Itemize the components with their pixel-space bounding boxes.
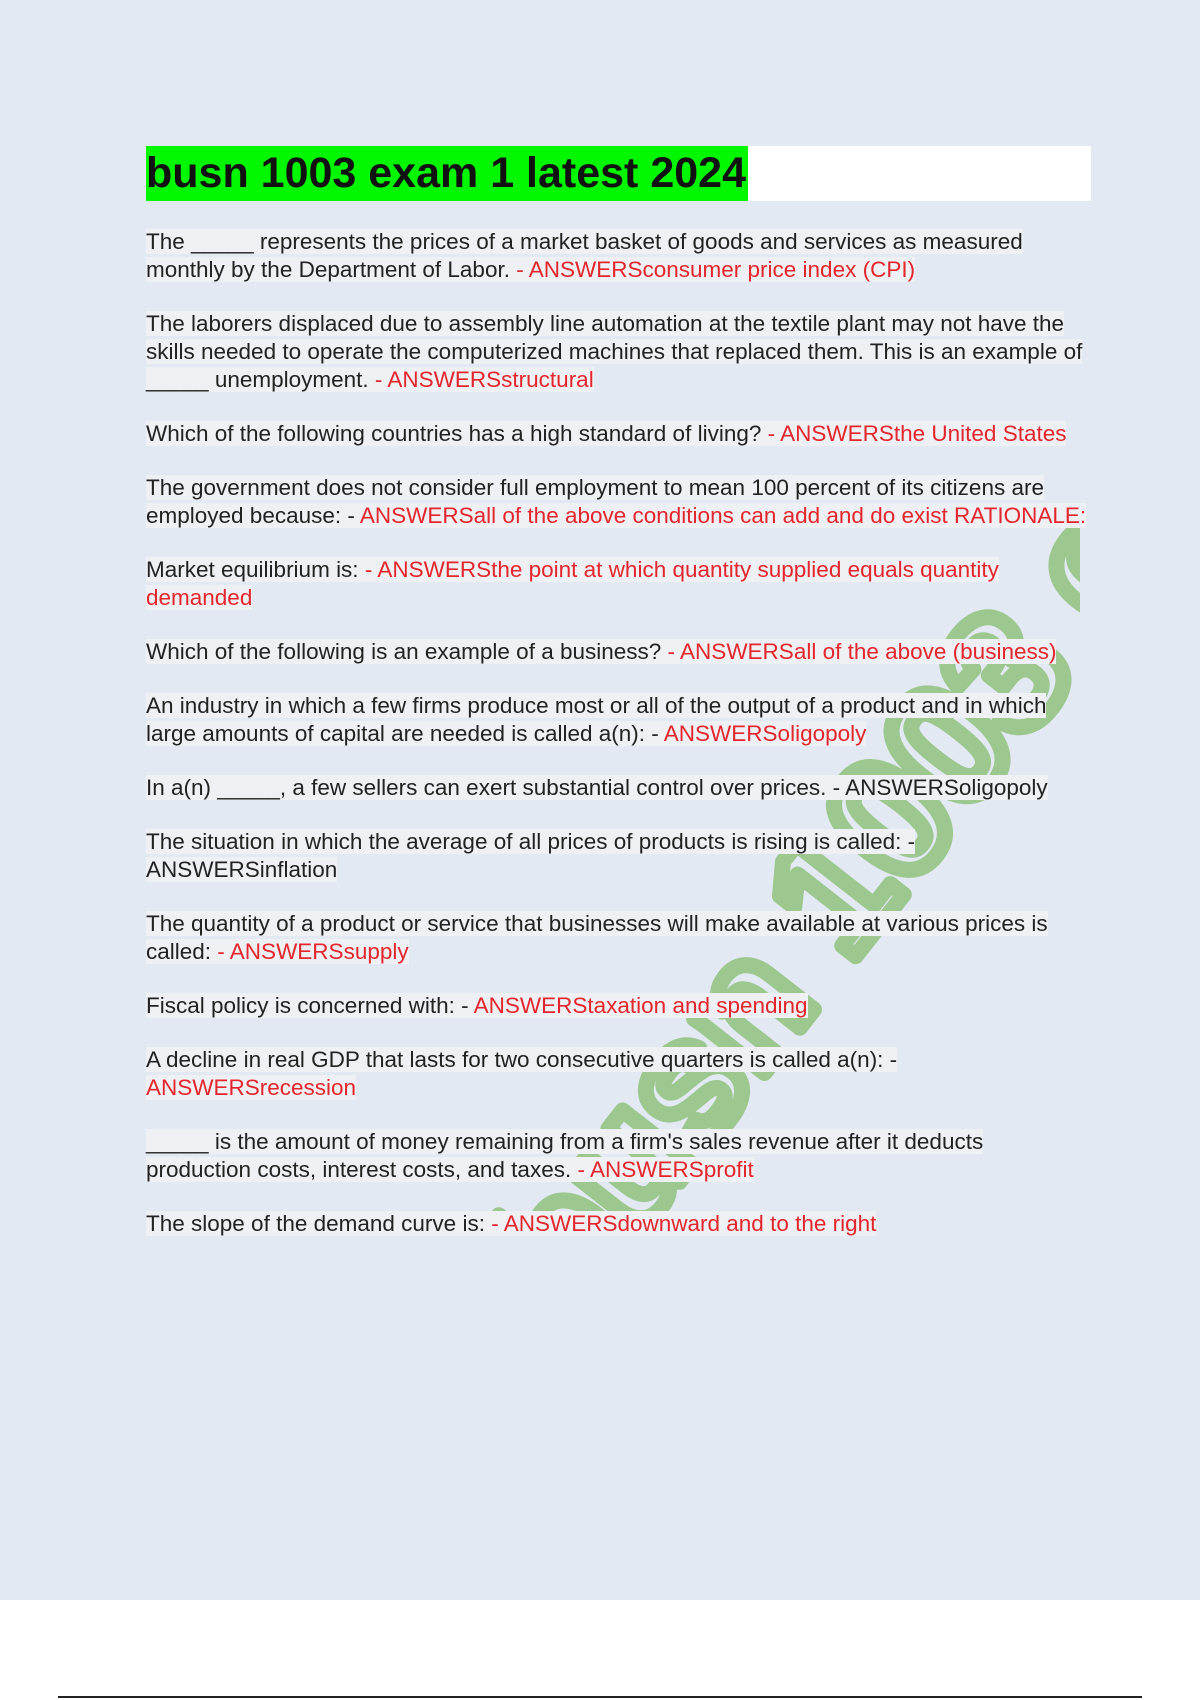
list-item <box>146 228 1091 284</box>
question-text: The quantity of a product or service that businesses will make available at various prices is called: <box>146 911 1048 964</box>
watermark-text: busn <box>453 907 849 1230</box>
question-text: The _____ represents the prices of a market basket of goods and services as measured monthly by the Department of Labor. <box>146 229 1023 282</box>
question-text: Market equilibrium is: <box>146 557 365 582</box>
answer-text: - ANSWERSprofit <box>577 1157 754 1182</box>
answer-text: - ANSWERSsupply <box>217 939 409 964</box>
question-text: The government does not consider full employment to mean 100 percent of its citizens are employed because: - <box>146 475 1044 528</box>
list-item <box>146 1128 1091 1184</box>
question-text: Fiscal policy is concerned with: - <box>146 993 474 1018</box>
list-item <box>146 1210 1091 1238</box>
answer-text: ANSWERStaxation and spending <box>473 993 808 1018</box>
question-text: Which of the following is an example of a business? <box>146 639 668 664</box>
list-item <box>146 638 1091 666</box>
answer-text: ANSWERSrecession <box>146 1075 357 1100</box>
footer-divider <box>58 1696 1142 1698</box>
answer-text: - ANSWERSthe United States <box>767 421 1067 446</box>
list-item <box>146 556 1091 612</box>
document-title: busn 1003 exam 1 latest 2024 <box>146 146 748 201</box>
answer-text: - ANSWERSstructural <box>374 367 594 392</box>
answer-text: - ANSWERSthe point at which quantity supplied equals quantity demanded <box>146 557 999 610</box>
list-item <box>146 692 1091 748</box>
list-item <box>146 774 1091 802</box>
question-text: An industry in which a few firms produce most or all of the output of a product and in which large amounts of capital are needed is called a(n): - <box>146 693 1047 746</box>
question-list <box>146 228 1091 1264</box>
question-text: Which of the following countries has a high standard of living? <box>146 421 768 446</box>
list-item <box>146 828 1091 884</box>
question-text: The laborers displaced due to assembly line automation at the textile plant may not have the skills needed to operate the computerized machines that replaced them. This is an example of _____ unemployment. <box>146 311 1083 392</box>
answer-text: - ANSWERSall of the above (business) <box>667 639 1057 664</box>
list-item <box>146 1046 1091 1102</box>
question-text: In a(n) _____, a few sellers can exert substantial control over prices. - ANSWERSoligopoly <box>146 775 1048 800</box>
answer-text: ANSWERSall of the above conditions can add and do exist RATIONALE: <box>359 503 1087 528</box>
question-text: The situation in which the average of all prices of products is rising is called: - ANSWERSinflation <box>146 829 916 882</box>
list-item <box>146 420 1091 448</box>
list-item <box>146 910 1091 966</box>
question-text: The slope of the demand curve is: <box>146 1211 492 1236</box>
list-item <box>146 992 1091 1020</box>
question-text: A decline in real GDP that lasts for two consecutive quarters is called a(n): - <box>146 1047 898 1072</box>
list-item <box>146 310 1091 394</box>
answer-text: - ANSWERSdownward and to the right <box>491 1211 877 1236</box>
answer-text: - ANSWERSconsumer price index (CPI) <box>516 257 916 282</box>
question-text: _____ is the amount of money remaining from a firm's sales revenue after it deducts production costs, interest costs, and taxes. <box>146 1129 984 1182</box>
list-item <box>146 474 1091 530</box>
answer-text: ANSWERSoligopoly <box>663 721 867 746</box>
